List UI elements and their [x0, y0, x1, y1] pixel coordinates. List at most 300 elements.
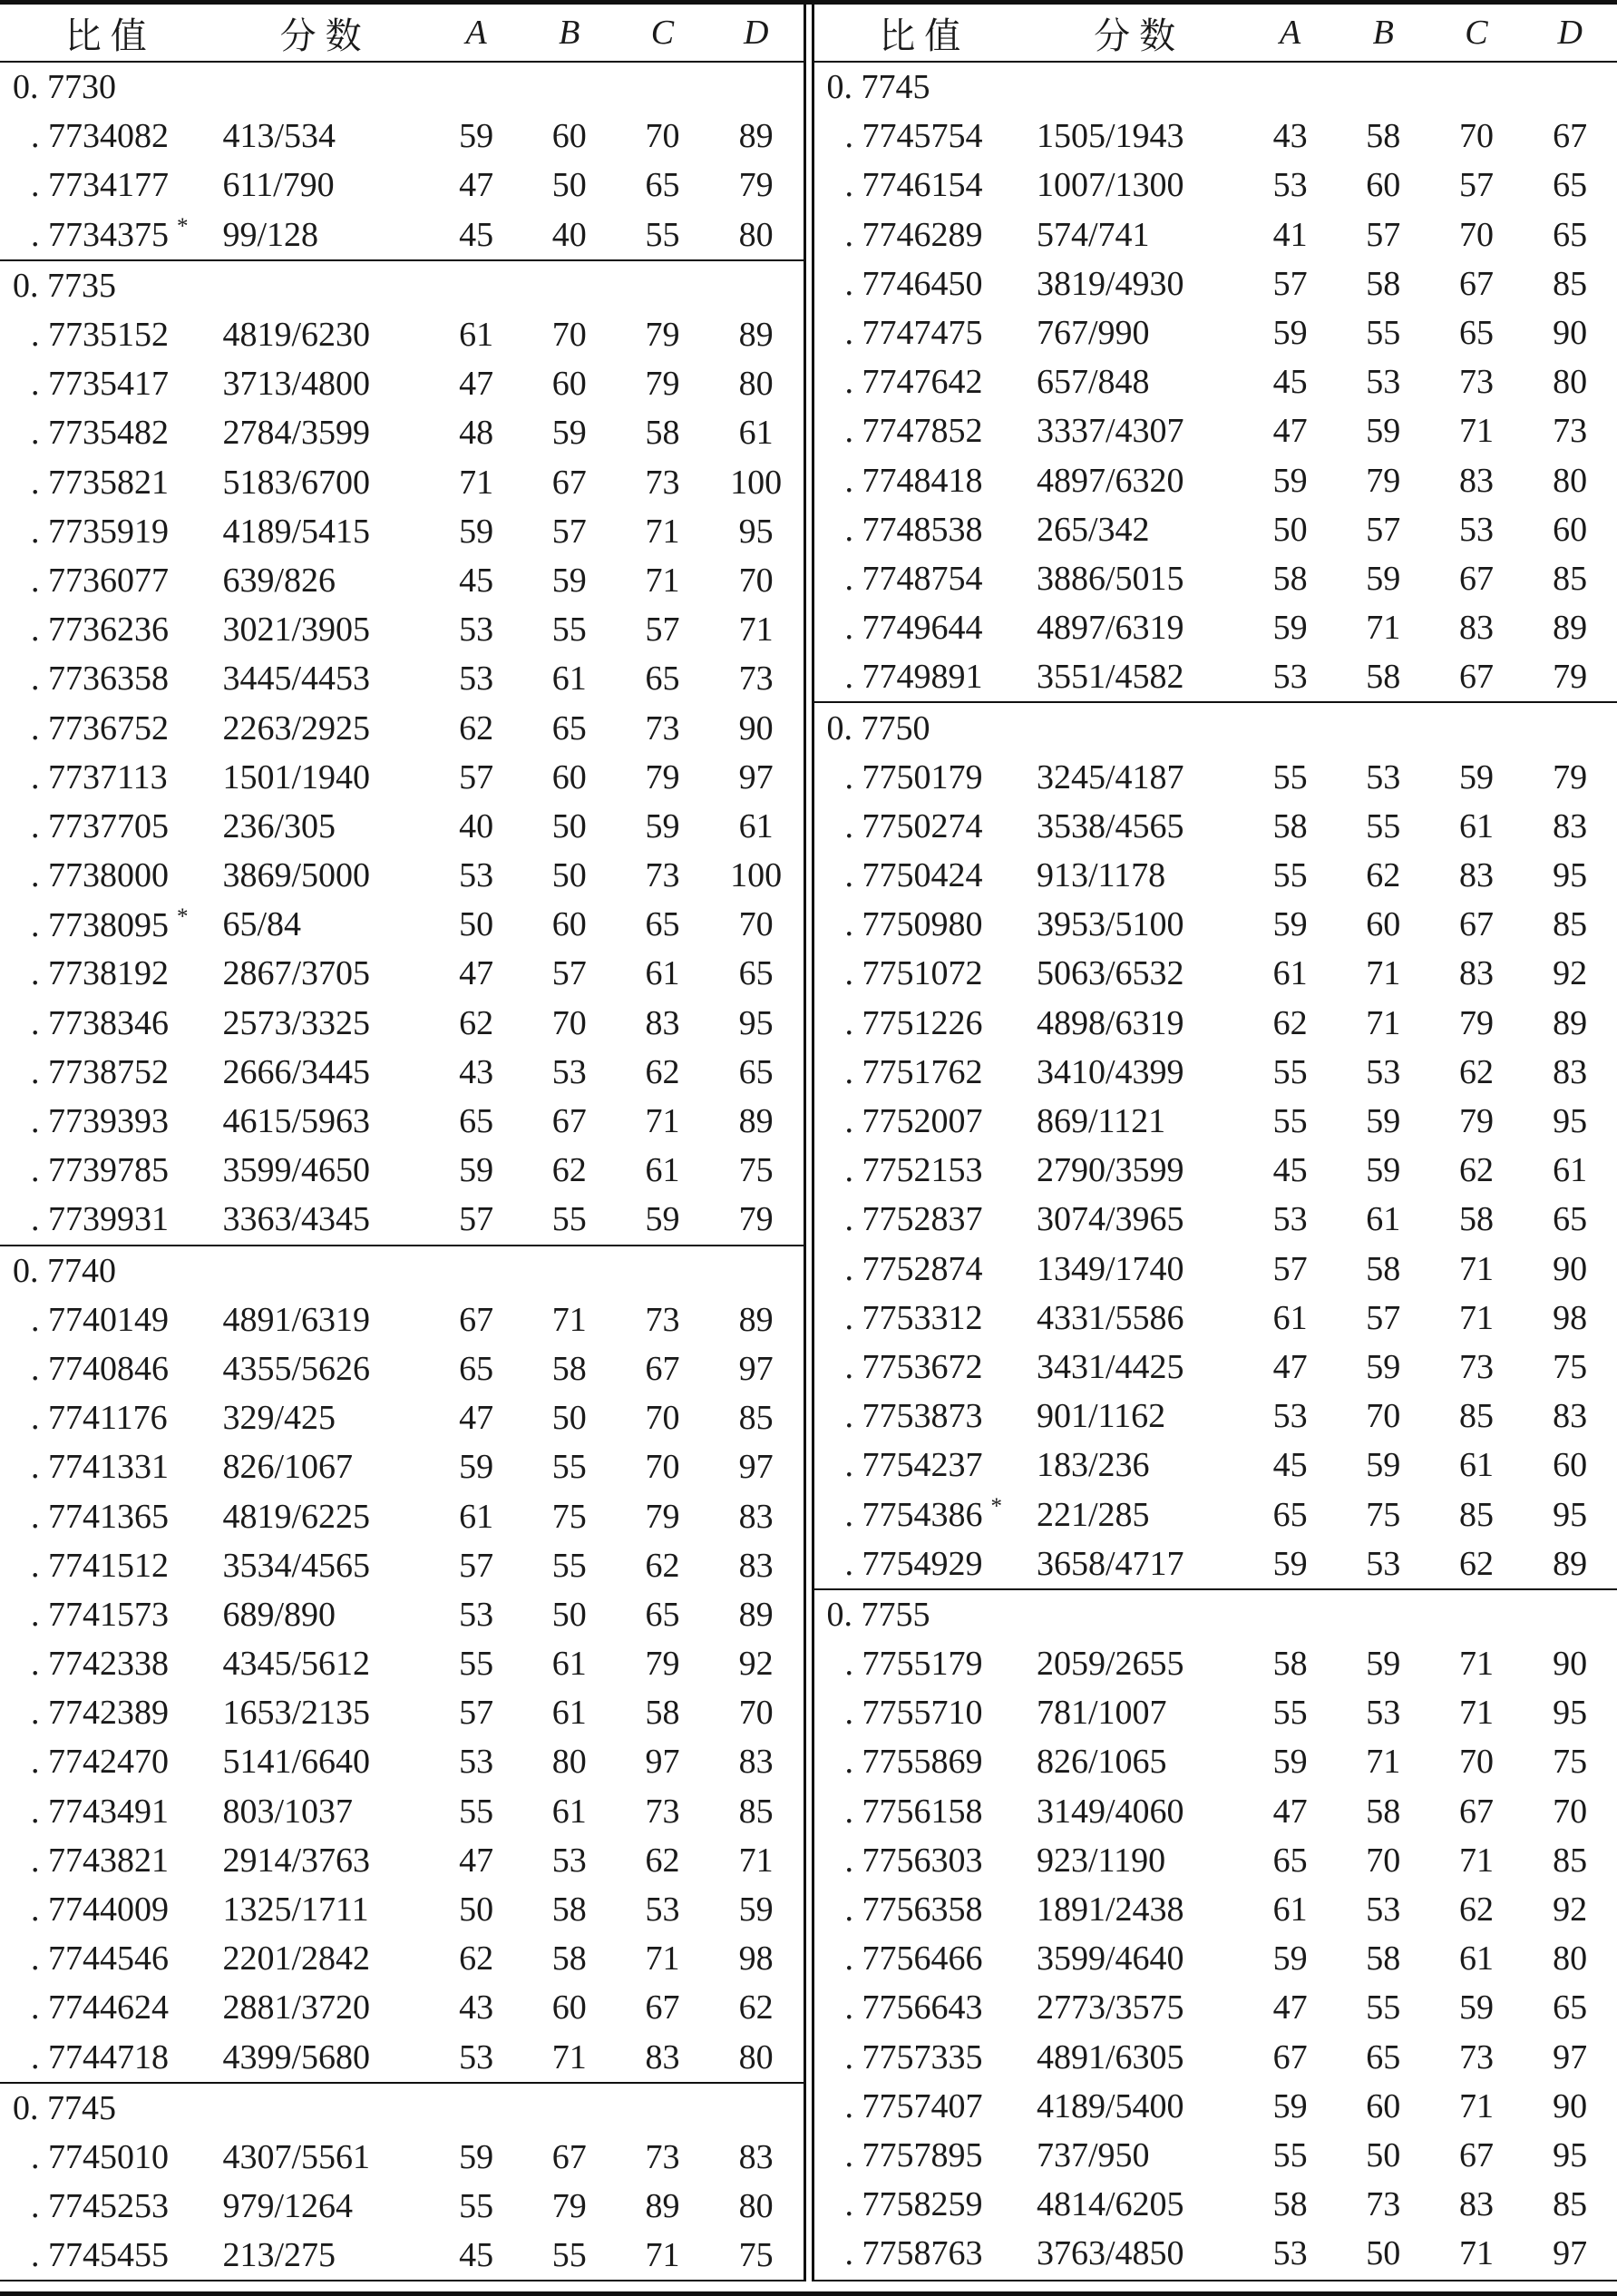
ratio-value: . 7744009 [31, 1891, 169, 1930]
table-row [0, 359, 804, 408]
table-row [0, 2182, 804, 2231]
col-c-cell: 71 [1458, 1841, 1494, 1880]
col-c-cell: 59 [645, 806, 680, 845]
ratio-value: . 7754386 [844, 1496, 983, 1535]
col-d-cell: 97 [738, 757, 774, 796]
ratio-cell [814, 510, 1036, 550]
col-d-cell: 80 [738, 215, 774, 254]
col-b-cell: 59 [1366, 1645, 1401, 1684]
ratio-cell [814, 1939, 1036, 1978]
col-a-cell: 59 [1272, 1544, 1308, 1583]
table-row [0, 556, 804, 605]
table-row [814, 1934, 1617, 1983]
col-a-cell: 53 [459, 611, 494, 650]
col-b-cell: 55 [1366, 806, 1401, 845]
column-header-ratio: 比值 [64, 15, 156, 57]
table-section [0, 2082, 804, 2281]
table-row [814, 210, 1617, 259]
ratio-value: . 7757335 [844, 2037, 983, 2076]
col-d-cell: 65 [1553, 166, 1588, 205]
fraction-cell: 3149/4060 [1037, 1792, 1184, 1831]
col-c-cell: 83 [645, 2037, 680, 2076]
col-b-cell: 50 [1366, 2234, 1401, 2273]
col-d-cell: 83 [1553, 1397, 1588, 1436]
ratio-cell [814, 1298, 1036, 1338]
table-row [0, 1195, 804, 1244]
ratio-value: . 7741176 [31, 1399, 168, 1438]
col-c-cell: 73 [645, 2137, 680, 2176]
col-b-cell: 61 [551, 1645, 587, 1684]
fraction-cell: 923/1190 [1037, 1841, 1166, 1880]
col-b-cell: 50 [551, 806, 587, 845]
section-header: 0. 7735 [13, 266, 116, 305]
col-d-cell: 71 [738, 611, 774, 650]
table-row [814, 1490, 1617, 1539]
fraction-cell: 4189/5415 [222, 512, 371, 551]
ratio-cell [0, 463, 221, 503]
table-row [0, 1590, 804, 1639]
table-row [814, 1392, 1617, 1441]
ratio-value: . 7736752 [31, 708, 169, 747]
col-b-cell: 58 [551, 1349, 587, 1388]
col-a-cell: 45 [459, 2236, 494, 2275]
ratio-value: . 7738346 [31, 1003, 169, 1042]
ratio-cell [814, 1494, 1036, 1535]
footnote-asterisk: * [990, 1494, 1002, 1519]
fraction-cell: 99/128 [222, 215, 319, 254]
ratio-cell [814, 313, 1036, 353]
col-c-cell: 71 [1458, 1694, 1494, 1733]
fraction-cell: 3363/4345 [222, 1200, 371, 1239]
col-a-cell: 62 [459, 708, 494, 747]
col-c-cell: 59 [645, 1200, 680, 1239]
table-body-left [0, 63, 804, 2281]
col-b-cell: 50 [551, 1399, 587, 1438]
table-row [0, 210, 804, 259]
fraction-cell: 2666/3445 [222, 1052, 371, 1091]
fraction-cell: 4891/6319 [222, 1300, 371, 1339]
col-c-cell: 70 [645, 1448, 680, 1487]
ratio-value: . 7757407 [844, 2086, 983, 2125]
ratio-value: . 7735821 [31, 463, 169, 502]
col-d-cell: 60 [1553, 1446, 1588, 1485]
ratio-cell [0, 610, 221, 650]
ratio-value: . 7757895 [844, 2135, 983, 2174]
col-a-cell: 61 [1272, 1298, 1308, 1337]
fraction-cell: 4819/6230 [222, 316, 371, 355]
ratio-value: . 7755179 [844, 1645, 983, 1684]
fraction-cell: 3599/4640 [1037, 1939, 1184, 1978]
col-b-cell: 70 [1366, 1397, 1401, 1436]
ratio-cell [0, 1398, 221, 1438]
col-a-cell: 50 [1272, 510, 1308, 549]
bottom-border-rule [0, 2291, 1617, 2296]
table-right-half [814, 5, 1617, 2281]
col-b-cell: 71 [551, 2037, 587, 2076]
col-c-cell: 97 [645, 1743, 680, 1782]
col-b-cell: 67 [551, 1102, 587, 1141]
col-c-cell: 61 [1458, 1446, 1494, 1485]
col-d-cell: 83 [1553, 1052, 1588, 1091]
ratio-cell [0, 2186, 221, 2226]
section-header: 0. 7740 [13, 1251, 116, 1290]
col-d-cell: 83 [1553, 806, 1588, 845]
fraction-cell: 3713/4800 [222, 365, 371, 404]
col-b-cell: 60 [551, 117, 587, 156]
ratio-value: . 7737113 [31, 757, 168, 796]
table-section [0, 1245, 804, 2082]
col-c-cell: 62 [645, 1546, 680, 1585]
col-a-cell: 61 [459, 1497, 494, 1536]
col-b-cell: 62 [1366, 856, 1401, 895]
col-a-cell: 59 [1272, 1743, 1308, 1782]
table-row [814, 1983, 1617, 2032]
col-a-cell: 48 [459, 414, 494, 453]
col-d-cell: 95 [1553, 1694, 1588, 1733]
col-a-cell: 59 [459, 512, 494, 551]
col-a-cell: 53 [1272, 658, 1308, 697]
col-a-cell: 47 [459, 166, 494, 205]
ratio-cell [0, 2137, 221, 2177]
col-a-cell: 65 [459, 1349, 494, 1388]
col-b-cell: 58 [1366, 658, 1401, 697]
fraction-cell: 3869/5000 [222, 856, 371, 895]
col-c-cell: 62 [1458, 1151, 1494, 1190]
col-d-cell: 89 [1553, 1544, 1588, 1583]
ratio-cell [0, 1988, 221, 2027]
col-b-cell: 55 [551, 2236, 587, 2275]
col-b-cell: 60 [1366, 166, 1401, 205]
table-section [814, 63, 1617, 701]
ratio-cell [814, 411, 1036, 451]
table-row [0, 999, 804, 1048]
ratio-value: . 7755869 [844, 1743, 983, 1782]
ratio-value: . 7735919 [31, 512, 169, 551]
col-a-cell: 61 [1272, 1891, 1308, 1930]
table-section [0, 259, 804, 1245]
ratio-value: . 7754929 [844, 1544, 983, 1583]
col-a-cell: 61 [1272, 954, 1308, 993]
col-a-cell: 50 [459, 905, 494, 944]
col-d-cell: 90 [738, 708, 774, 747]
ratio-value: . 7742389 [31, 1694, 169, 1733]
ratio-value: . 7737705 [31, 806, 169, 845]
fraction-cell: 2573/3325 [222, 1003, 371, 1042]
fraction-cell: 869/1121 [1037, 1102, 1166, 1141]
ratio-cell [814, 215, 1036, 255]
col-a-cell: 59 [459, 117, 494, 156]
col-b-cell: 53 [1366, 1891, 1401, 1930]
col-b-cell: 80 [551, 1743, 587, 1782]
table-row [0, 507, 804, 556]
ratio-value: . 7735152 [31, 316, 169, 355]
column-header-a: A [1279, 14, 1301, 52]
ratio-value: . 7752153 [844, 1151, 983, 1190]
col-a-cell: 55 [1272, 856, 1308, 895]
col-b-cell: 79 [1366, 461, 1401, 500]
table-row [814, 603, 1617, 652]
col-a-cell: 45 [1272, 1446, 1308, 1485]
col-a-cell: 53 [1272, 1200, 1308, 1239]
col-a-cell: 71 [459, 463, 494, 502]
table-row [814, 1441, 1617, 1490]
col-a-cell: 55 [459, 1645, 494, 1684]
col-b-cell: 59 [551, 414, 587, 453]
col-a-cell: 47 [459, 1841, 494, 1880]
ratio-value: . 7751762 [844, 1052, 983, 1091]
col-d-cell: 75 [1553, 1347, 1588, 1386]
ratio-cell [814, 1644, 1036, 1684]
col-b-cell: 53 [1366, 363, 1401, 402]
col-d-cell: 89 [1553, 609, 1588, 648]
col-c-cell: 67 [1458, 1792, 1494, 1831]
fraction-cell: 5063/6532 [1037, 954, 1184, 993]
col-d-cell: 70 [1553, 1792, 1588, 1831]
col-b-cell: 60 [551, 365, 587, 404]
ratio-cell [814, 904, 1036, 944]
table-row [0, 112, 804, 161]
ratio-cell [814, 1693, 1036, 1733]
table-row [814, 1836, 1617, 1885]
ratio-value: . 7748418 [844, 461, 983, 500]
col-c-cell: 62 [1458, 1891, 1494, 1930]
ratio-cell [814, 1101, 1036, 1141]
table-row [814, 1146, 1617, 1195]
col-d-cell: 97 [738, 1349, 774, 1388]
ratio-value: . 7739931 [31, 1200, 169, 1239]
col-d-cell: 80 [1553, 1939, 1588, 1978]
col-c-cell: 83 [1458, 2185, 1494, 2224]
col-b-cell: 60 [551, 905, 587, 944]
col-a-cell: 47 [459, 954, 494, 993]
ratio-cell [0, 1101, 221, 1141]
col-b-cell: 58 [1366, 1249, 1401, 1288]
fraction-cell: 213/275 [222, 2236, 336, 2275]
ratio-cell [814, 116, 1036, 156]
ratio-cell [814, 608, 1036, 648]
ratio-cell [814, 2037, 1036, 2077]
col-b-cell: 61 [551, 1792, 587, 1831]
ratio-value: . 7748538 [844, 510, 983, 549]
ratio-cell [814, 657, 1036, 697]
col-d-cell: 85 [1553, 905, 1588, 944]
col-a-cell: 55 [459, 1792, 494, 1831]
table-row [0, 1442, 804, 1491]
col-b-cell: 50 [551, 166, 587, 205]
fraction-cell: 1325/1711 [222, 1891, 369, 1930]
col-a-cell: 62 [459, 1939, 494, 1978]
col-d-cell: 73 [738, 659, 774, 699]
col-d-cell: 65 [1553, 1200, 1588, 1239]
col-d-cell: 92 [1553, 954, 1588, 993]
col-a-cell: 57 [1272, 264, 1308, 303]
fraction-cell: 3658/4717 [1037, 1544, 1184, 1583]
fraction-cell: 3763/4850 [1037, 2234, 1184, 2273]
ratio-value: . 7758259 [844, 2185, 983, 2224]
col-d-cell: 97 [738, 1448, 774, 1487]
ratio-cell [814, 1988, 1036, 2027]
col-d-cell: 90 [1553, 314, 1588, 353]
col-a-cell: 53 [1272, 166, 1308, 205]
col-c-cell: 67 [1458, 2135, 1494, 2174]
table-row [0, 2231, 804, 2280]
ratio-cell [814, 264, 1036, 304]
fraction-cell: 2784/3599 [222, 414, 371, 453]
col-c-cell: 61 [645, 954, 680, 993]
fraction-cell: 3819/4930 [1037, 264, 1184, 303]
col-b-cell: 61 [1366, 1200, 1401, 1239]
col-b-cell: 55 [1366, 314, 1401, 353]
table-row [814, 357, 1617, 406]
fraction-cell: 3534/4565 [222, 1546, 371, 1585]
col-a-cell: 65 [1272, 1495, 1308, 1534]
ratio-value: . 7747642 [844, 363, 983, 402]
col-d-cell: 65 [1553, 1988, 1588, 2027]
col-b-cell: 71 [1366, 954, 1401, 993]
col-d-cell: 60 [1553, 510, 1588, 549]
col-b-cell: 55 [551, 611, 587, 650]
col-a-cell: 59 [459, 1151, 494, 1190]
col-c-cell: 85 [1458, 1495, 1494, 1534]
column-header-ratio: 比值 [879, 15, 970, 57]
col-a-cell: 58 [1272, 2185, 1308, 2224]
ratio-cell [0, 1792, 221, 1832]
ratio-value: . 7754237 [844, 1446, 983, 1485]
ratio-cell [814, 757, 1036, 797]
fraction-cell: 4307/5561 [222, 2137, 371, 2176]
col-b-cell: 58 [1366, 117, 1401, 156]
col-d-cell: 62 [738, 1988, 774, 2027]
fraction-cell: 737/950 [1037, 2135, 1150, 2174]
col-c-cell: 71 [1458, 412, 1494, 451]
col-c-cell: 58 [1458, 1200, 1494, 1239]
section-header: 0. 7755 [826, 1595, 930, 1634]
fraction-cell: 2059/2655 [1037, 1645, 1184, 1684]
column-header-d: D [743, 14, 769, 52]
ratio-value: . 7742470 [31, 1743, 169, 1782]
fraction-cell: 3886/5015 [1037, 559, 1184, 598]
fraction-cell: 826/1065 [1037, 1743, 1167, 1782]
col-b-cell: 67 [551, 463, 587, 502]
col-d-cell: 100 [730, 463, 783, 502]
ratio-value: . 7749891 [844, 658, 983, 697]
table-row [814, 949, 1617, 998]
col-d-cell: 89 [738, 117, 774, 156]
col-d-cell: 83 [738, 1497, 774, 1536]
table-row [0, 900, 804, 949]
ratio-cell [0, 1595, 221, 1635]
ratio-value: . 7752874 [844, 1249, 983, 1288]
col-b-cell: 50 [551, 1595, 587, 1634]
fraction-cell: 3074/3965 [1037, 1200, 1184, 1239]
col-a-cell: 67 [1272, 2037, 1308, 2076]
ratio-value: . 7736236 [31, 611, 169, 650]
ratio-cell [814, 2135, 1036, 2175]
table-row [0, 1295, 804, 1344]
col-d-cell: 75 [738, 2236, 774, 2275]
table-row [814, 505, 1617, 554]
ratio-cell [814, 1052, 1036, 1092]
col-c-cell: 83 [1458, 609, 1494, 648]
col-d-cell: 85 [1553, 1841, 1588, 1880]
table-section [0, 63, 804, 259]
table-row [0, 1097, 804, 1146]
ratio-cell [814, 1445, 1036, 1485]
table-row [814, 1885, 1617, 1934]
col-c-cell: 61 [1458, 1939, 1494, 1978]
table-row [814, 2033, 1617, 2082]
col-a-cell: 55 [1272, 1052, 1308, 1091]
col-c-cell: 57 [645, 611, 680, 650]
fraction-cell: 803/1037 [222, 1792, 354, 1831]
col-b-cell: 58 [551, 1891, 587, 1930]
ratio-value: . 7745754 [844, 117, 983, 156]
col-d-cell: 89 [738, 1300, 774, 1339]
fraction-cell: 4814/6205 [1037, 2185, 1184, 2224]
col-a-cell: 55 [1272, 1102, 1308, 1141]
fraction-cell: 2773/3575 [1037, 1988, 1184, 2027]
col-d-cell: 70 [738, 561, 774, 600]
col-c-cell: 55 [645, 215, 680, 254]
col-c-cell: 71 [645, 1102, 680, 1141]
fraction-cell: 657/848 [1037, 363, 1150, 402]
col-d-cell: 100 [730, 856, 783, 895]
ratio-cell [0, 659, 221, 699]
ratio-cell [0, 413, 221, 453]
fraction-cell: 329/425 [222, 1399, 336, 1438]
ratio-cell [0, 1003, 221, 1043]
col-c-cell: 57 [1458, 166, 1494, 205]
col-d-cell: 61 [738, 414, 774, 453]
col-b-cell: 59 [1366, 1347, 1401, 1386]
fraction-cell: 1007/1300 [1037, 166, 1184, 205]
col-c-cell: 79 [645, 1645, 680, 1684]
col-c-cell: 58 [645, 1694, 680, 1733]
col-c-cell: 89 [645, 2187, 680, 2226]
col-b-cell: 57 [1366, 1298, 1401, 1337]
col-a-cell: 58 [1272, 559, 1308, 598]
ratio-cell [814, 1544, 1036, 1584]
ratio-value: . 7739785 [31, 1151, 169, 1190]
ratio-cell [814, 855, 1036, 895]
table-row [814, 802, 1617, 851]
ratio-value: . 7747852 [844, 412, 983, 451]
table-row [0, 161, 804, 210]
table-row [814, 1343, 1617, 1392]
ratio-cell [0, 904, 221, 945]
fraction-cell: 1653/2135 [222, 1694, 371, 1733]
col-c-cell: 62 [1458, 1052, 1494, 1091]
fraction-cell: 1891/2438 [1037, 1891, 1184, 1930]
col-b-cell: 57 [551, 512, 587, 551]
table-row [814, 2180, 1617, 2229]
ratio-cell [0, 708, 221, 748]
table-row [0, 458, 804, 507]
ratio-value: . 7745010 [31, 2137, 169, 2176]
col-a-cell: 47 [459, 365, 494, 404]
col-a-cell: 45 [459, 561, 494, 600]
table-row [814, 900, 1617, 949]
col-a-cell: 47 [1272, 412, 1308, 451]
column-header-c: C [1465, 14, 1488, 52]
col-a-cell: 47 [459, 1399, 494, 1438]
col-b-cell: 71 [551, 1300, 587, 1339]
col-d-cell: 79 [738, 1200, 774, 1239]
col-a-cell: 62 [459, 1003, 494, 1042]
table-row [0, 1491, 804, 1540]
col-a-cell: 53 [1272, 1397, 1308, 1436]
ratio-cell [814, 559, 1036, 599]
